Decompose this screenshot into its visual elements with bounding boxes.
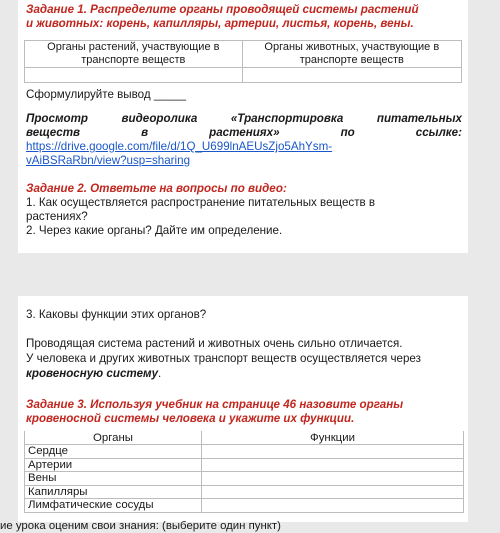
task1-table [24,40,462,83]
organ-cell: Артерии [25,458,202,472]
worksheet-page-1 [18,0,468,253]
table-row [25,499,464,513]
functions-column-header: Функции [202,431,464,445]
table-row [25,485,464,499]
plant-organs-header: Органы растений, участвующие в транспорте веществ [25,41,243,68]
organ-cell: Лимфатические сосуды [25,499,202,513]
worksheet-page-2 [18,296,468,522]
function-cell[interactable] [202,458,464,472]
task2-title: Задание 2. Ответьте на вопросы по видео: [26,182,287,195]
task3-table [24,431,464,513]
paragraph-line2: У человека и других животных транспорт веществ осуществляется через [26,352,421,365]
question3: 3. Каковы функции этих органов? [26,308,207,321]
video-link-line1[interactable]: https://drive.google.com/file/d/1Q_U699lnAEUsZjo5AhYsm- [26,140,333,153]
paragraph-line3: кровеносную систему. [26,367,162,380]
organs-column-header: Органы [25,431,202,445]
task3-title-line1: Задание 3. Используя учебник на странице 46 назовите органы [26,398,404,411]
footer-text: ие урока оценим свои знания: (выберите один пункт) [0,520,281,532]
plant-organs-cell[interactable] [25,68,243,83]
table-row [25,472,464,486]
task1-title-line2: и животных: корень, капилляры, артерии, листья, корень, вены. [26,17,414,30]
function-cell[interactable] [202,472,464,486]
organ-cell: Вены [25,472,202,486]
function-cell[interactable] [202,499,464,513]
task1-title-line1: Задание 1. Распределите органы проводящей системы растений [26,3,419,16]
paragraph-line1: Проводящая система растений и животных очень сильно отличается. [26,337,403,350]
video-instruction-line2: веществ в растениях» по ссылке: [26,126,462,139]
organ-cell: Капилляры [25,485,202,499]
task2-question2: 2. Через какие органы? Дайте им определение. [26,224,283,237]
circulatory-system-term: кровеносную систему [26,367,159,380]
task3-title-line2: кровеносной системы человека и укажите их функции. [26,412,355,425]
task2-question1-line1: 1. Как осуществляется распространение питательных веществ в [26,196,376,209]
task2-question1-line2: растениях? [26,210,88,223]
table-row [25,458,464,472]
animal-organs-cell[interactable] [242,68,461,83]
function-cell[interactable] [202,445,464,459]
organ-cell: Сердце [25,445,202,459]
conclusion-prompt: Сформулируйте вывод _____ [26,88,187,101]
video-link-line2[interactable]: vAiBSRaRbn/view?usp=sharing [26,154,191,167]
animal-organs-header: Органы животных, участвующие в транспорте веществ [242,41,461,68]
video-instruction-line1: Просмотр видеоролика «Транспортировка питательных [26,112,462,125]
table-row [25,445,464,459]
function-cell[interactable] [202,485,464,499]
